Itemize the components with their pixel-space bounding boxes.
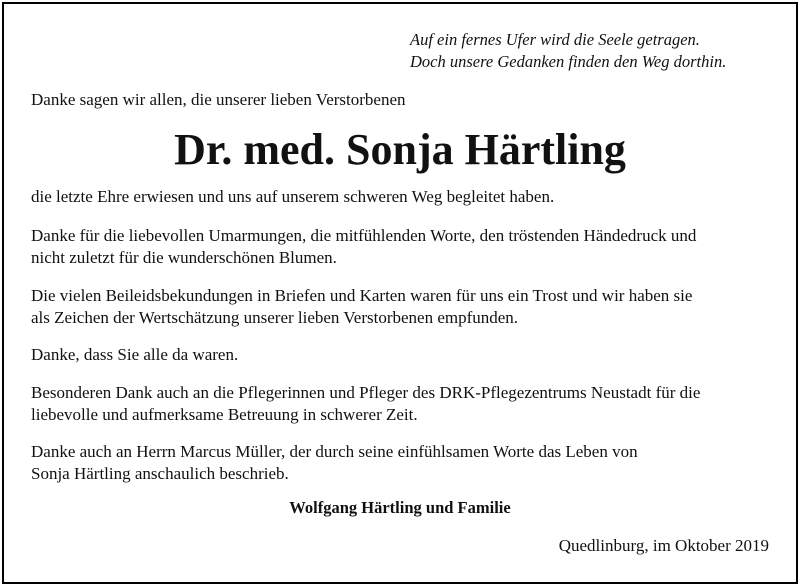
- paragraph-6-line-2: Sonja Härtling anschaulich beschrieb.: [31, 464, 289, 483]
- paragraph-4-line-1: Danke, dass Sie alle da waren.: [31, 345, 239, 364]
- paragraph-3-line-2: als Zeichen der Wertschätzung unserer lieben Verstorbenen empfunden.: [31, 308, 519, 327]
- deceased-name: Dr. med. Sonja Härtling: [174, 125, 626, 174]
- paragraph-2-line-1: Danke für die liebevollen Umarmungen, die mitfühlenden Worte, den tröstenden Händedruck und: [31, 226, 697, 245]
- paragraph-2-line-2: nicht zuletzt für die wunderschönen Blumen.: [31, 248, 337, 267]
- paragraph-3-line-1: Die vielen Beileidsbekundungen in Briefen und Karten waren für uns ein Trost und wir haben sie: [31, 286, 693, 305]
- paragraph-5-line-2: liebevolle und aufmerksame Betreuung in schwerer Zeit.: [31, 405, 418, 424]
- motto-quote: [410, 29, 726, 73]
- motto-line-1: Auf ein fernes Ufer wird die Seele getragen.: [410, 30, 700, 49]
- signature: Wolfgang Härtling und Familie: [289, 498, 511, 517]
- paragraph-5-line-1: Besonderen Dank auch an die Pflegerinnen und Pfleger des DRK-Pflegezentrums Neustadt für die: [31, 383, 701, 402]
- intro-line: Danke sagen wir allen, die unserer lieben Verstorbenen: [31, 90, 406, 109]
- paragraph-6-line-1: Danke auch an Herrn Marcus Müller, der durch seine einfühlsamen Worte das Leben von: [31, 442, 638, 461]
- paragraph-1-line-1: die letzte Ehre erwiesen und uns auf unserem schweren Weg begleitet haben.: [31, 187, 555, 206]
- motto-line-2: Doch unsere Gedanken finden den Weg dorthin.: [410, 52, 727, 71]
- place-date: Quedlinburg, im Oktober 2019: [558, 536, 769, 555]
